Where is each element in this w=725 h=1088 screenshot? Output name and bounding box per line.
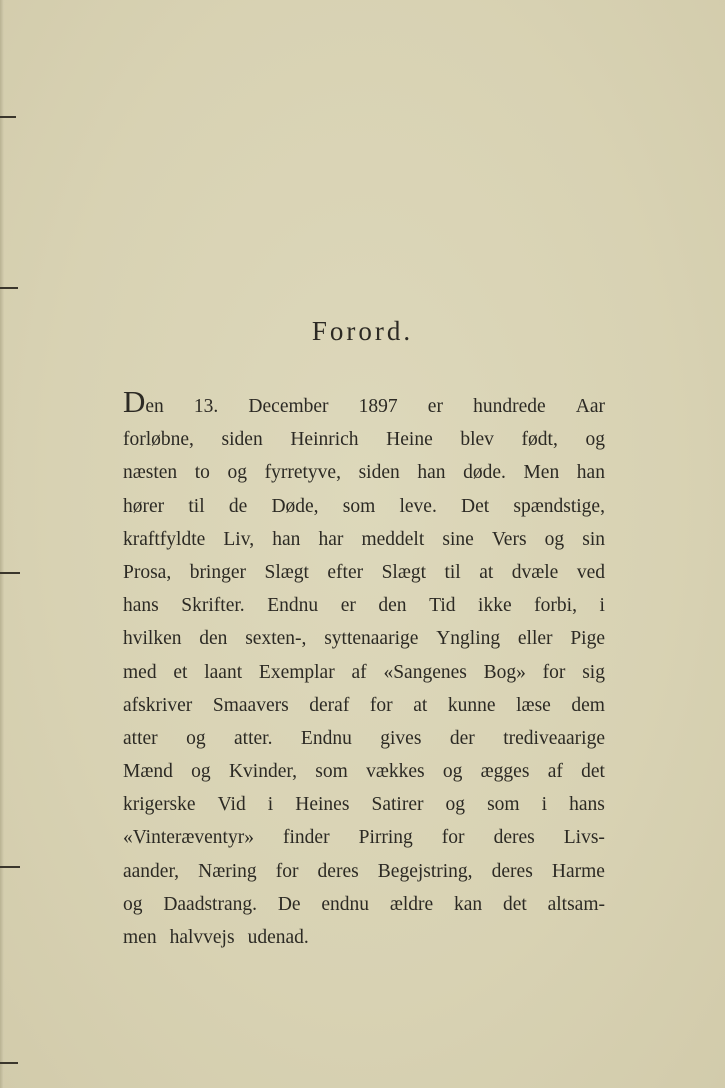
word: den xyxy=(199,628,228,650)
word: forbi, xyxy=(534,595,577,617)
word: fyrretyve, xyxy=(264,462,341,484)
word: Døde, xyxy=(271,495,319,517)
word: afskriver xyxy=(123,694,193,716)
word: for xyxy=(441,827,465,849)
word: ved xyxy=(576,561,605,583)
word: Pige xyxy=(570,628,605,650)
word: i xyxy=(541,794,548,816)
word: Vid xyxy=(217,794,246,816)
word: han xyxy=(417,462,446,484)
word: deres xyxy=(317,860,359,882)
word: gives xyxy=(380,727,422,749)
word: og xyxy=(442,761,463,783)
word: Begejstring, xyxy=(377,860,473,882)
word: Liv, xyxy=(223,528,255,550)
word: Heines xyxy=(295,794,350,816)
word: endnu xyxy=(321,893,370,915)
word: men xyxy=(123,927,157,948)
word: Vers xyxy=(491,528,527,550)
word: med xyxy=(123,661,157,683)
word: til xyxy=(444,561,461,583)
word: atter. xyxy=(234,727,273,749)
word: og xyxy=(585,429,605,451)
word: af xyxy=(351,661,367,683)
text-line xyxy=(123,821,605,854)
word: Næring xyxy=(198,860,257,882)
word: bringer xyxy=(189,561,246,583)
word: deraf xyxy=(309,694,350,716)
word: Tid xyxy=(429,595,456,617)
drop-cap: D xyxy=(123,384,146,419)
word: hans xyxy=(569,794,605,816)
word: og xyxy=(445,794,466,816)
word: altsam- xyxy=(547,893,605,915)
word: Det xyxy=(461,495,490,517)
word: trediveaarige xyxy=(503,727,605,749)
word: Livs- xyxy=(563,827,605,849)
word: de xyxy=(228,495,248,517)
word: aander, xyxy=(123,860,180,882)
edge-mark xyxy=(0,1062,18,1064)
text-line xyxy=(123,888,605,921)
word: som xyxy=(487,794,520,816)
word: Satirer xyxy=(371,794,424,816)
word: Daadstrang. xyxy=(163,893,257,915)
word: spændstige, xyxy=(513,495,605,517)
word: atter xyxy=(123,727,158,749)
word: en xyxy=(145,396,164,417)
word: Kvinder, xyxy=(228,761,297,783)
word: Mænd xyxy=(123,761,173,783)
word: Skrifter. xyxy=(181,595,245,617)
word: eller xyxy=(517,628,553,650)
word: «Sangenes xyxy=(383,661,467,683)
word: syttenaarige xyxy=(324,628,419,650)
word: efter xyxy=(327,561,364,583)
word: Bog» xyxy=(483,661,526,683)
word: kunne xyxy=(447,694,496,716)
edge-mark xyxy=(0,287,18,289)
text-line xyxy=(123,722,605,755)
word: laant xyxy=(204,661,243,683)
word: som xyxy=(342,495,376,517)
word: «Vinteræventyr» xyxy=(123,827,254,849)
word: han xyxy=(576,462,605,484)
page-spine-edge xyxy=(0,0,4,1088)
word: siden xyxy=(358,462,400,484)
word: Endnu xyxy=(300,727,352,749)
text-line xyxy=(123,689,605,722)
word: et xyxy=(173,661,188,683)
preface-paragraph xyxy=(123,384,605,954)
word: og xyxy=(227,462,248,484)
text-line xyxy=(123,423,605,456)
text-line xyxy=(123,656,605,689)
word: i xyxy=(267,794,274,816)
text-line xyxy=(123,622,605,655)
word: for xyxy=(542,661,566,683)
word: Smaavers xyxy=(212,694,289,716)
word: og xyxy=(191,761,211,783)
word: krigerske xyxy=(123,794,196,816)
word: hører xyxy=(123,495,165,517)
text-line xyxy=(123,384,605,423)
word: til xyxy=(188,495,205,517)
text-line xyxy=(123,788,605,821)
word: der xyxy=(449,727,475,749)
page-title: Forord. xyxy=(311,316,414,346)
word: dem xyxy=(571,694,605,716)
word: vækkes xyxy=(366,761,425,783)
word: hans xyxy=(123,595,159,617)
word: Heine xyxy=(386,429,433,451)
word: sexten-, xyxy=(245,628,307,650)
word: kan xyxy=(453,893,483,915)
word: Yngling xyxy=(436,628,501,650)
word: som xyxy=(315,761,348,783)
word: blev xyxy=(460,429,494,451)
text-line xyxy=(123,589,605,622)
word: født, xyxy=(521,429,558,451)
word: Pirring xyxy=(358,827,413,849)
word: deres xyxy=(491,860,533,882)
first-word xyxy=(123,384,164,423)
word: December xyxy=(248,396,329,417)
word: døde. xyxy=(463,462,506,484)
word: sin xyxy=(582,528,605,550)
word: Prosa, xyxy=(123,561,172,583)
word: læse xyxy=(516,694,551,716)
text-line xyxy=(123,523,605,556)
word: siden xyxy=(221,429,263,451)
text-line xyxy=(123,921,605,954)
word: og xyxy=(123,893,143,915)
word: i xyxy=(599,595,605,617)
word: leve. xyxy=(399,495,437,517)
text-line xyxy=(123,556,605,589)
word: og xyxy=(544,528,565,550)
word: ikke xyxy=(478,595,512,617)
word: Aar xyxy=(575,396,605,417)
word: Slægt xyxy=(264,561,309,583)
word: Slægt xyxy=(381,561,426,583)
word: 1897 xyxy=(358,396,398,417)
word: det xyxy=(502,893,527,915)
text-line xyxy=(123,456,605,489)
word: deres xyxy=(493,827,535,849)
word: at xyxy=(479,561,494,583)
word: meddelt xyxy=(361,528,425,550)
word: næsten xyxy=(123,462,178,484)
word: udenad. xyxy=(247,927,309,948)
word: den xyxy=(378,595,407,617)
word: finder xyxy=(283,827,330,849)
word: har xyxy=(318,528,344,550)
word: er xyxy=(340,595,356,617)
edge-mark xyxy=(0,866,20,868)
word: dvæle xyxy=(511,561,559,583)
word: halvvejs xyxy=(169,927,235,948)
word: 13. xyxy=(193,396,219,417)
word: ægges xyxy=(480,761,530,783)
word: kraftfyldte xyxy=(123,528,206,550)
word: to xyxy=(194,462,210,484)
word: han xyxy=(272,528,301,550)
word: for xyxy=(275,860,299,882)
edge-mark xyxy=(0,116,16,118)
text-line xyxy=(123,855,605,888)
word: er xyxy=(427,396,443,417)
word: Endnu xyxy=(267,595,319,617)
text-line xyxy=(123,755,605,788)
text-line xyxy=(123,490,605,523)
word: af xyxy=(547,761,563,783)
word: at xyxy=(413,694,428,716)
word: det xyxy=(581,761,605,783)
word: ældre xyxy=(389,893,434,915)
word: hundrede xyxy=(473,396,546,417)
word: for xyxy=(369,694,393,716)
word: De xyxy=(277,893,301,915)
word: sig xyxy=(582,661,605,683)
word: og xyxy=(186,727,206,749)
word: hvilken xyxy=(123,628,182,650)
word: Men xyxy=(523,462,560,484)
word: Heinrich xyxy=(290,429,359,451)
edge-mark xyxy=(0,572,20,574)
word: Harme xyxy=(551,860,605,882)
word: sine xyxy=(442,528,474,550)
word: forløbne, xyxy=(123,429,194,451)
word: Exemplar xyxy=(258,661,335,683)
